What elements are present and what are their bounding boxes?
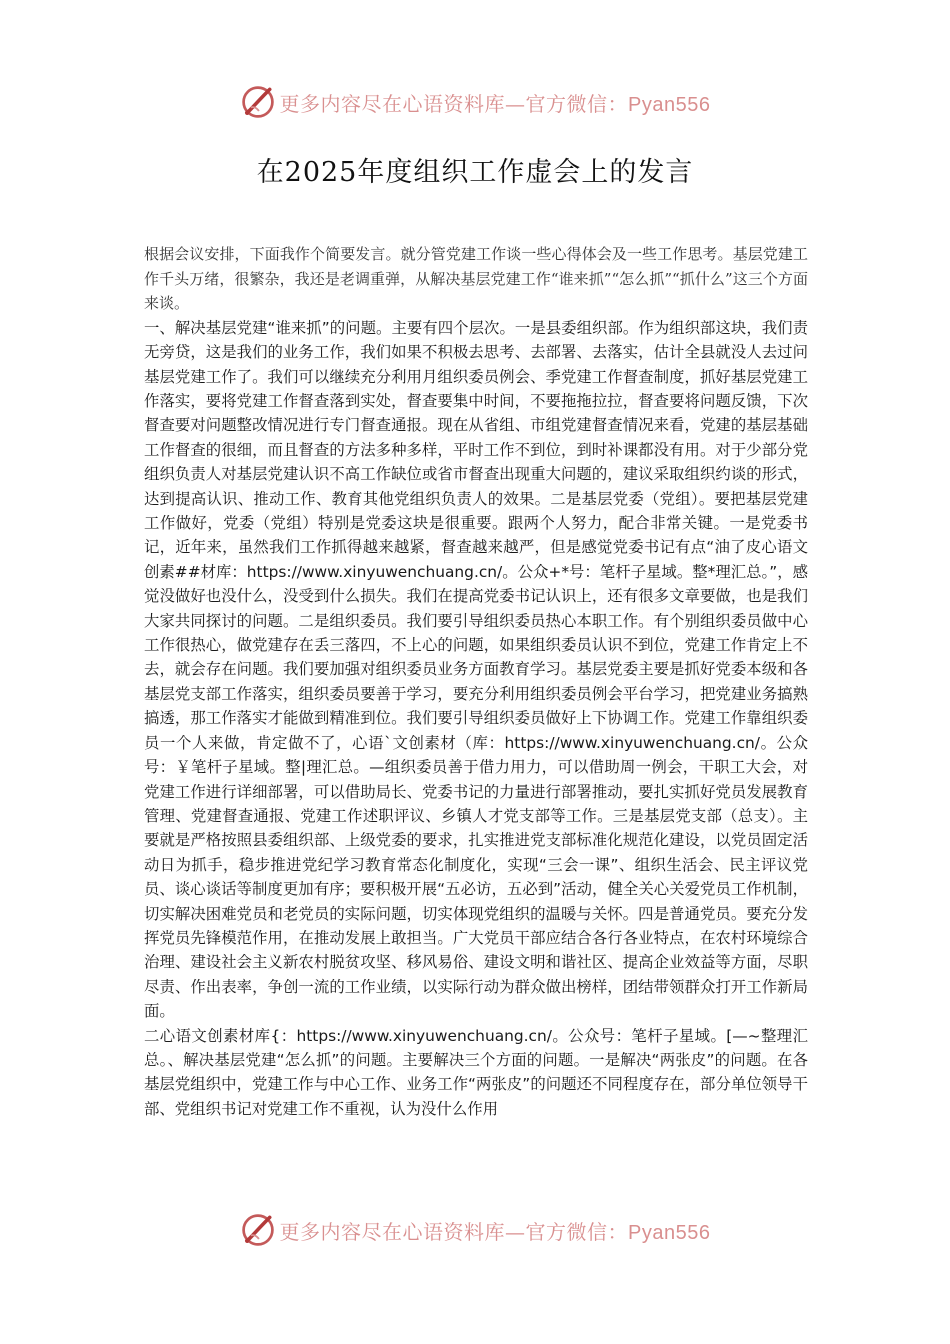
watermark-text: 更多内容尽在心语资料库—官方微信：Pyan556 [279,91,711,116]
section-one-paragraph: 一、解决基层党建“谁来抓”的问题。主要有四个层次。一是县委组织部。作为组织部这块，我们责无旁贷，这是我们的业务工作，我们如果不积极去思考、去部署、去落实，估计全县就没人去过问基层党建工作了。我们可以继续充分利用月组织委员例会、季党建工作督查制度，抓好基层党建工作落实，要将党建工作督查落到实处，督查要集中时间，不要拖拖拉拉，督查要将问题反馈，下次督查要对问题整改情况进行专门督查通报。现在从省组、市组党建督查情况来看，党建的基层基础工作督查的很细，而且督查的方法多种多样，平时工作不到位，到时补课都没有用。对于少部分党组织负责人对基层党建认识不高工作缺位或省市督查出现重大问题的，建议采取组织约谈的形式，达到提高认识、推动工作、教育其他党组织负责人的效果。二是基层党委（党组）。要把基层党建工作做好，党委（党组）特别是党委这块是很重要。跟两个人努力，配合非常关键。一是党委书记，近年来，虽然我们工作抓得越来越紧，督查越来越严，但是感觉党委书记有点“油了皮心语文创素##材库：https://www.xinyuwenchuang.cn/。公众+*号：笔杆子星域。整*理汇总。”，感觉没做好也没什么，没受到什么损失。我们在提高党委书记认识上，还有很多文章要做，也是我们大家共同探讨的问题。二是组织委员。我们要引导组织委员热心本职工作。有个别组织委员做中心工作很热心，做党建存在丢三落四，不上心的问题，如果组织委员认识不到位，党建工作肯定上不去，就会存在问题。我们要加强对组织委员业务方面教育学习。基层党委主要是抓好党委本级和各基层党支部工作落实，组织委员要善于学习，要充分利用组织委员例会平台学习，把党建业务搞熟搞透，那工作落实才能做到精准到位。我们要引导组织委员做好上下协调工作。党建工作靠组织委员一个人来做，肯定做不了，心语`文创素材（库：https://www.xinyuwenchuang.cn/。公众号：￥笔杆子星域。整|理汇总。—组织委员善于借力用力，可以借助周一例会，干职工大会，对党建工作进行详细部署，可以借助局长、党委书记的力量进行部署推动，要扎实抓好党员发展教育管理、党建督查通报、党建工作述职评议、乡镇人才党支部等工作。三是基层党支部（总支）。主要就是严格按照县委组织部、上级党委的要求，扎实推进党支部标准化规范化建设，以党员固定活动日为抓手，稳步推进党纪学习教育常态化制度化，实现“三会一课”、组织生活会、民主评议党员、谈心谈话等制度更加有序；要积极开展“五必访，五必到”活动，健全关心关爱党员工作机制，切实解决困难党员和老党员的实际问题，切实体现党组织的温暖与关怀。四是普通党员。要充分发挥党员先锋模范作用，在推动发展上敢担当。广大党员干部应结合各行各业特点，在农村环境综合治理、建设社会主义新农村脱贫攻坚、移风易俗、建设文明和谐社区、提高企业效益等方面，尽职尽责、作出表率，争创一流的工作业绩，以实际行动为群众做出榜样，团结带领群众打开工作新局面。 [144,318,808,1021]
wechat-id: Pyan556 [628,1221,711,1244]
section-two-paragraph: 二心语文创素材库{：https://www.xinyuwenchuang.cn/。公众号：笔杆子星域。[—~整理汇总。、解决基层党建“怎么抓”的问题。主要解决三个方面的问题。一是解决“两张皮”的问题。在各基层党组织中，党建工作与中心工作、业务工作“两张皮”的问题还不同程度存在，部分单位领导干部、党组织书记对党建工作不重视，认为没什么作用 [144,1026,808,1118]
wechat-id: Pyan556 [628,93,711,116]
intro-paragraph: 根据会议安排，下面我作个简要发言。就分管党建工作谈一些心得体会及一些工作思考。基层党建工作千头万绪，很繁杂，我还是老调重弹，从解决基层党建工作“谁来抓”“怎么抓”“抓什么”这三个方面来谈。 [144,245,808,313]
header-watermark-banner [0,82,950,122]
document-title: 在2025年度组织工作虚会上的发言 [256,157,694,188]
document-body [144,242,808,1121]
brush-pen-logo-icon [240,1212,276,1248]
brush-pen-logo-icon [240,84,276,120]
footer-watermark-banner [0,1210,950,1250]
watermark-text: 更多内容尽在心语资料库—官方微信：Pyan556 [279,1219,711,1244]
